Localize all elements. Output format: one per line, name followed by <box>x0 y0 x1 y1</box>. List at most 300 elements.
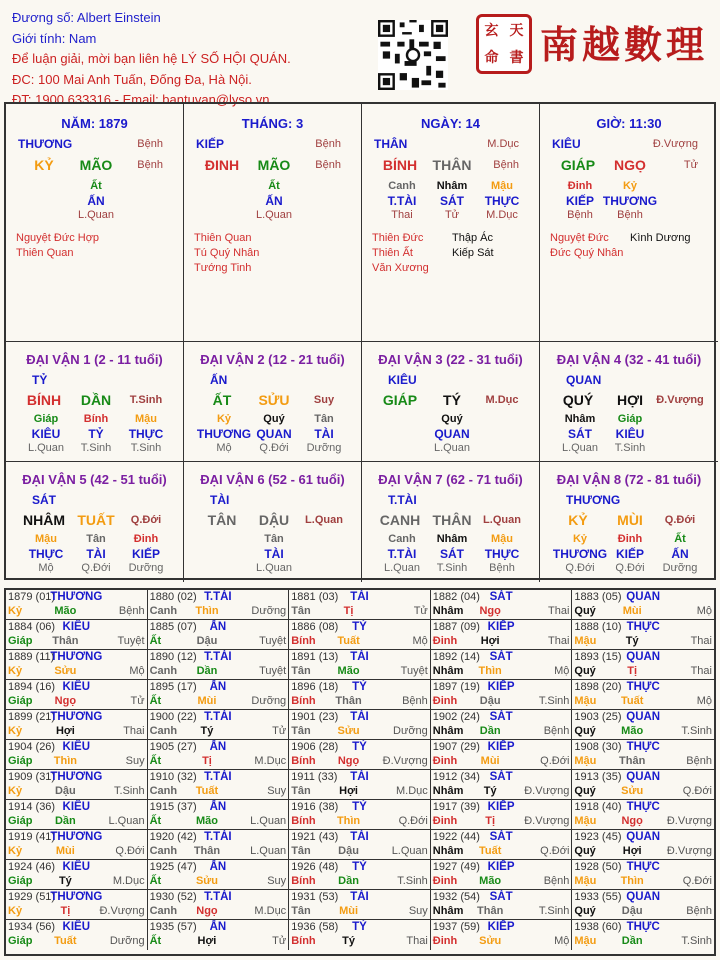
year-branch: Tuất <box>54 935 77 947</box>
year-stem: Nhâm <box>432 665 464 677</box>
star-note: Văn Xương <box>372 262 429 274</box>
star-note: Thiên Đức <box>372 232 424 244</box>
hidden-stage: L.Quan <box>255 562 293 574</box>
year-ten-god: SÁT <box>489 891 513 903</box>
pillar-cell <box>362 104 540 342</box>
year-stem: Ất <box>149 635 162 647</box>
year-cell <box>431 590 573 620</box>
hidden-ten-god: THỰC <box>128 427 164 441</box>
hidden-stem: Canh <box>388 180 416 192</box>
year-stem: Tân <box>291 905 311 917</box>
year-line-2 <box>291 695 428 709</box>
year-branch: Mùi <box>55 845 75 857</box>
year-label: 1925 (47) <box>149 861 197 873</box>
year-cell <box>431 800 573 830</box>
dai-van-title: ĐẠI VẬN 7 (62 - 71 tuổi) <box>378 472 523 487</box>
year-label: 1931 (53) <box>291 891 339 903</box>
year-cell <box>572 650 714 680</box>
year-cell <box>572 770 714 800</box>
year-ten-god: THƯƠNG <box>50 891 103 903</box>
year-stem: Kỷ <box>8 905 23 917</box>
year-cell <box>431 650 573 680</box>
dai-van-stage: Q.Đới <box>130 514 162 526</box>
year-branch: Mão <box>195 815 218 827</box>
year-branch: Sửu <box>479 935 502 947</box>
year-ten-god: T.TÀI <box>204 771 232 783</box>
year-cell <box>431 830 573 860</box>
hidden-stage: L.Quan <box>77 209 115 221</box>
year-stem: Nhâm <box>432 605 464 617</box>
dai-van-stem: CANH <box>379 512 421 528</box>
year-label: 1889 (11) <box>8 651 55 663</box>
dai-van-stem: KỶ <box>568 512 588 528</box>
year-branch: Tuất <box>337 635 360 647</box>
year-branch: Mùi <box>197 695 217 707</box>
hidden-stem: Đinh <box>567 180 593 192</box>
year-stem: Ất <box>149 935 162 947</box>
year-line-1 <box>574 831 712 845</box>
year-stage: Tuyệt <box>259 665 287 677</box>
pillar-ten-god: THƯƠNG <box>18 137 73 151</box>
year-line-2 <box>574 755 712 769</box>
year-stage: Mộ <box>554 935 570 947</box>
year-line-1 <box>8 651 145 665</box>
year-line-2 <box>574 785 712 799</box>
hidden-stem: Nhâm <box>436 533 468 545</box>
year-stage: Đ.Vượng <box>666 845 712 857</box>
year-stem: Bính <box>291 755 316 767</box>
seal-char: 命 <box>484 49 499 66</box>
year-stage: Bệnh <box>686 905 712 917</box>
year-stem: Kỷ <box>8 665 23 677</box>
year-line-1 <box>433 711 570 725</box>
year-line-2 <box>574 695 712 709</box>
year-stem: Đinh <box>432 815 458 827</box>
year-ten-god: THƯƠNG <box>50 831 103 843</box>
hidden-stage: T.Sinh <box>436 562 468 574</box>
year-ten-god: QUAN <box>626 771 661 783</box>
year-cell <box>148 920 290 950</box>
year-branch: Tị <box>627 665 638 677</box>
pillar-title: NĂM: 1879 <box>61 116 128 131</box>
subject-name: Đương số: Albert Einstein <box>12 10 161 25</box>
year-label: 1910 (32) <box>149 771 197 783</box>
year-branch: Tị <box>485 815 496 827</box>
year-ten-god: SÁT <box>489 831 513 843</box>
year-stage: Bệnh <box>543 875 570 887</box>
year-branch: Ngọ <box>337 755 360 767</box>
year-line-1 <box>574 621 712 635</box>
year-branch: Mão <box>337 665 360 677</box>
dai-van-cell <box>362 342 540 462</box>
year-stem: Nhâm <box>432 725 464 737</box>
year-label: 1891 (13) <box>291 651 339 663</box>
year-line-2 <box>150 815 287 829</box>
year-line-2 <box>150 755 287 769</box>
year-stage: M.Dục <box>254 755 287 767</box>
year-stage: Dưỡng <box>251 695 287 707</box>
year-line-1 <box>574 651 712 665</box>
year-line-2 <box>574 905 712 919</box>
year-line-1 <box>291 861 428 875</box>
year-stem: Đinh <box>432 755 458 767</box>
year-stage: M.Dục <box>396 785 428 797</box>
year-label: 1902 (24) <box>432 711 480 723</box>
hidden-ten-god: QUAN <box>256 427 292 441</box>
year-line-1 <box>8 801 145 815</box>
year-line-1 <box>291 651 428 665</box>
year-line-2 <box>574 665 712 679</box>
year-stem: Tân <box>291 605 311 617</box>
year-cell <box>289 920 431 950</box>
year-branch: Ngọ <box>621 815 643 827</box>
year-label: 1904 (26) <box>8 741 56 753</box>
year-line-2 <box>433 875 570 889</box>
year-branch: Tị <box>60 905 71 917</box>
year-stage: Q.Đới <box>540 845 570 857</box>
year-line-2 <box>433 695 570 709</box>
year-line-2 <box>291 725 428 739</box>
hidden-stem: Mậu <box>491 180 513 192</box>
hidden-ten-god: KIÊU <box>31 427 61 441</box>
year-stem: Đinh <box>432 935 458 947</box>
year-branch: Hợi <box>55 725 75 737</box>
year-label: 1906 (28) <box>291 741 339 753</box>
year-line-1 <box>291 801 428 815</box>
year-line-1 <box>150 801 287 815</box>
year-branch: Dậu <box>196 635 218 647</box>
year-line-2 <box>8 725 145 739</box>
hidden-stage: L.Quan <box>433 442 471 454</box>
year-branch: Thìn <box>195 605 219 617</box>
dai-van-ten-god: KIÊU <box>388 373 417 387</box>
hidden-ten-god: SÁT <box>440 194 464 208</box>
pillar-ten-god: KIÊU <box>552 137 581 151</box>
year-stem: Bính <box>291 695 316 707</box>
year-label: 1881 (03) <box>291 591 339 603</box>
star-note: Kiếp Sát <box>452 247 494 259</box>
dai-van-cell <box>540 342 718 462</box>
year-stage: Tuyệt <box>117 635 145 647</box>
year-stage: Thai <box>690 665 712 677</box>
dai-van-stage: M.Dục <box>485 394 519 406</box>
year-stem: Tân <box>291 665 311 677</box>
hidden-stem: Tân <box>264 533 284 545</box>
hidden-stem: Ất <box>674 533 686 545</box>
year-label: 1920 (42) <box>149 831 197 843</box>
dai-van-stem: GIÁP <box>382 392 418 408</box>
year-line-2 <box>150 725 287 739</box>
year-stage: Đ.Vượng <box>524 815 570 827</box>
year-stem: Quý <box>574 845 596 857</box>
year-stage: Bệnh <box>543 725 570 737</box>
year-cell <box>6 740 148 770</box>
pillar-ten-god: THÂN <box>374 137 408 151</box>
year-ten-god: KIÊU <box>62 861 91 873</box>
year-branch: Mão <box>621 725 644 737</box>
hidden-stage: Mộ <box>38 562 54 574</box>
year-stage: Bệnh <box>118 605 145 617</box>
dai-van-ten-god: ẤN <box>210 373 228 387</box>
year-cell <box>6 830 148 860</box>
year-ten-god: TÀI <box>350 771 369 783</box>
pillar-ten-god: KIẾP <box>196 137 225 151</box>
year-label: 1887 (09) <box>432 621 480 633</box>
year-branch: Dần <box>621 935 643 947</box>
pillar-stem: KỶ <box>34 157 54 173</box>
year-line-2 <box>291 905 428 919</box>
star-note: Thập Ác <box>452 232 493 244</box>
dai-van-ten-god: TỶ <box>32 373 48 387</box>
year-ten-god: T.TÀI <box>204 711 232 723</box>
year-label: 1919 (41) <box>8 831 56 843</box>
year-line-2 <box>433 905 570 919</box>
year-ten-god: THỰC <box>626 681 660 693</box>
year-label: 1937 (59) <box>432 921 480 933</box>
year-line-2 <box>574 635 712 649</box>
year-branch: Tý <box>200 725 214 737</box>
year-stem: Tân <box>291 725 311 737</box>
year-line-2 <box>574 875 712 889</box>
dai-van-cell <box>540 462 718 582</box>
year-cell <box>6 860 148 890</box>
year-line-2 <box>150 605 287 619</box>
year-line-2 <box>8 695 145 709</box>
year-line-1 <box>574 861 712 875</box>
year-stage: T.Sinh <box>681 935 712 947</box>
dai-van-stage: Đ.Vượng <box>656 394 704 406</box>
hidden-stage: Dưỡng <box>128 562 164 574</box>
year-label: 1896 (18) <box>291 681 339 693</box>
hidden-stem: Giáp <box>617 413 643 425</box>
year-stage: Thai <box>547 635 570 647</box>
hidden-stage: L.Quan <box>27 442 65 454</box>
year-stem: Quý <box>574 665 596 677</box>
year-line-1 <box>433 651 570 665</box>
year-stem: Ất <box>149 815 162 827</box>
year-ten-god: ẤN <box>209 921 227 933</box>
year-label: 1932 (54) <box>432 891 480 903</box>
year-stage: Tuyệt <box>259 635 287 647</box>
year-cell <box>431 620 573 650</box>
year-line-2 <box>150 935 287 949</box>
hidden-stage: Q.Đới <box>81 562 111 574</box>
year-line-1 <box>574 921 712 935</box>
year-line-1 <box>8 591 145 605</box>
year-cell <box>148 830 290 860</box>
year-stem: Canh <box>149 725 178 737</box>
year-ten-god: KIÊU <box>62 921 91 933</box>
year-ten-god: SÁT <box>489 711 513 723</box>
year-label: 1935 (57) <box>149 921 197 933</box>
year-branch: Hợi <box>197 935 217 947</box>
year-label: 1893 (15) <box>574 651 622 663</box>
dai-van-title: ĐẠI VẬN 6 (52 - 61 tuổi) <box>200 472 345 487</box>
hidden-stem: Đinh <box>617 533 643 545</box>
pillar-top-stage: Bệnh <box>315 138 341 150</box>
year-ten-god: TÀI <box>350 711 369 723</box>
pillar-branch: THÂN <box>432 157 472 173</box>
year-label: 1916 (38) <box>291 801 339 813</box>
year-ten-god: KIÊU <box>62 621 91 633</box>
year-cell <box>148 890 290 920</box>
year-cell <box>148 680 290 710</box>
year-cell <box>6 620 148 650</box>
dai-van-branch: DẬU <box>258 512 290 528</box>
dai-van-stem: BÍNH <box>26 392 62 408</box>
hidden-stem: Canh <box>388 533 416 545</box>
year-label: 1897 (19) <box>432 681 480 693</box>
year-stem: Canh <box>149 845 178 857</box>
year-line-1 <box>150 831 287 845</box>
year-ten-god: QUAN <box>626 591 661 603</box>
year-branch: Dần <box>196 665 218 677</box>
dai-van-stem: QUÝ <box>562 392 594 408</box>
pillar-cell <box>184 104 362 342</box>
year-ten-god: THỰC <box>626 861 660 873</box>
year-line-1 <box>150 651 287 665</box>
year-cell <box>572 590 714 620</box>
year-line-2 <box>433 815 570 829</box>
year-cell <box>148 710 290 740</box>
year-label: 1909 (31) <box>8 771 56 783</box>
star-note: Thiên Quan <box>194 232 252 244</box>
year-cell <box>289 650 431 680</box>
year-stem: Mậu <box>574 695 597 707</box>
hidden-stage: M.Dục <box>486 209 518 221</box>
year-branch: Thìn <box>620 875 644 887</box>
year-line-2 <box>433 785 570 799</box>
year-branch: Tý <box>483 785 497 797</box>
hidden-stem: Mậu <box>35 533 57 545</box>
hidden-stage: T.Sinh <box>130 442 162 454</box>
year-ten-god: ẤN <box>209 621 227 633</box>
year-line-2 <box>8 755 145 769</box>
year-stage: Dưỡng <box>109 935 145 947</box>
star-note: Tướng Tinh <box>194 262 252 274</box>
year-stage: Mộ <box>696 695 712 707</box>
year-stem: Nhâm <box>432 785 464 797</box>
year-line-1 <box>433 771 570 785</box>
year-branch: Tý <box>342 935 355 947</box>
chart-grid <box>4 102 716 580</box>
year-ten-god: TÀI <box>350 891 369 903</box>
year-label: 1921 (43) <box>291 831 339 843</box>
seal-char: 書 <box>509 49 524 66</box>
hidden-stage: Bệnh <box>617 209 643 221</box>
year-cell <box>6 680 148 710</box>
dai-van-ten-god: T.TÀI <box>388 493 417 507</box>
year-stage: Q.Đới <box>682 785 712 797</box>
year-branch: Thìn <box>53 755 77 767</box>
dai-van-title: ĐẠI VẬN 8 (72 - 81 tuổi) <box>556 472 702 487</box>
year-label: 1901 (23) <box>291 711 339 723</box>
year-label: 1879 (01) <box>8 591 56 603</box>
dai-van-stem: TÂN <box>207 512 237 528</box>
year-line-1 <box>291 741 428 755</box>
year-cell <box>289 740 431 770</box>
year-label: 1923 (45) <box>574 831 622 843</box>
year-ten-god: THỰC <box>626 921 660 933</box>
year-branch: Tị <box>343 605 354 617</box>
hidden-ten-god: KIẾP <box>615 547 645 561</box>
year-ten-god: T.TÀI <box>204 891 232 903</box>
year-cell <box>289 770 431 800</box>
pillar-top-stage: Bệnh <box>137 138 163 150</box>
year-branch: Thân <box>52 635 79 647</box>
star-note: Tú Quý Nhân <box>194 247 260 259</box>
year-line-1 <box>574 801 712 815</box>
hidden-ten-god: KIÊU <box>615 427 645 441</box>
year-stem: Bính <box>291 815 316 827</box>
year-ten-god: TỶ <box>352 801 367 813</box>
year-line-1 <box>574 741 712 755</box>
year-cell <box>148 590 290 620</box>
hidden-stage: Q.Đới <box>565 562 595 574</box>
year-cell <box>6 890 148 920</box>
hidden-stage: T.Sinh <box>614 442 646 454</box>
year-stem: Kỷ <box>8 725 23 737</box>
year-cell <box>572 680 714 710</box>
hidden-ten-god: TÀI <box>264 547 284 561</box>
year-branch: Dần <box>338 875 359 887</box>
year-line-1 <box>433 921 570 935</box>
year-line-2 <box>8 605 145 619</box>
year-stem: Giáp <box>8 695 33 707</box>
year-ten-god: KIẾP <box>487 861 515 873</box>
year-cell <box>6 800 148 830</box>
dai-van-ten-god: THƯƠNG <box>566 493 621 507</box>
pillar-stem: ĐINH <box>204 157 240 173</box>
year-line-2 <box>291 665 428 679</box>
year-line-2 <box>433 635 570 649</box>
hidden-stem: Nhâm <box>564 413 596 425</box>
brand-logo: 南越數理 <box>539 22 708 67</box>
year-ten-god: TỶ <box>352 741 367 753</box>
year-line-1 <box>8 681 145 695</box>
year-label: 1929 (51) <box>8 891 56 903</box>
dai-van-cell <box>362 462 540 582</box>
hidden-stem: Quý <box>263 413 285 425</box>
year-ten-god: ẤN <box>209 801 227 813</box>
pillar-top-stage: Đ.Vượng <box>652 138 698 150</box>
year-label: 1882 (04) <box>432 591 480 603</box>
year-stem: Ất <box>149 755 162 767</box>
year-branch: Dậu <box>338 845 359 857</box>
dai-van-branch: SỬU <box>258 392 290 408</box>
year-branch: Tuất <box>195 785 219 797</box>
year-branch: Dậu <box>479 695 501 707</box>
pillar-cell <box>6 104 184 342</box>
year-stem: Giáp <box>8 755 33 767</box>
year-cell <box>6 710 148 740</box>
yearly-table <box>4 588 716 956</box>
hidden-stem: Quý <box>441 413 463 425</box>
hidden-ten-god: ẤN <box>87 194 105 208</box>
qr-code-icon <box>378 20 448 90</box>
dai-van-ten-god: QUAN <box>566 373 602 387</box>
year-ten-god: TỶ <box>352 681 367 693</box>
year-ten-god: T.TÀI <box>204 831 232 843</box>
year-line-1 <box>291 831 428 845</box>
year-line-2 <box>8 905 145 919</box>
year-label: 1900 (22) <box>149 711 197 723</box>
year-stage: Tử <box>130 695 145 707</box>
year-cell <box>572 860 714 890</box>
year-ten-god: T.TÀI <box>204 591 232 603</box>
year-cell <box>431 680 573 710</box>
year-label: 1930 (52) <box>149 891 197 903</box>
